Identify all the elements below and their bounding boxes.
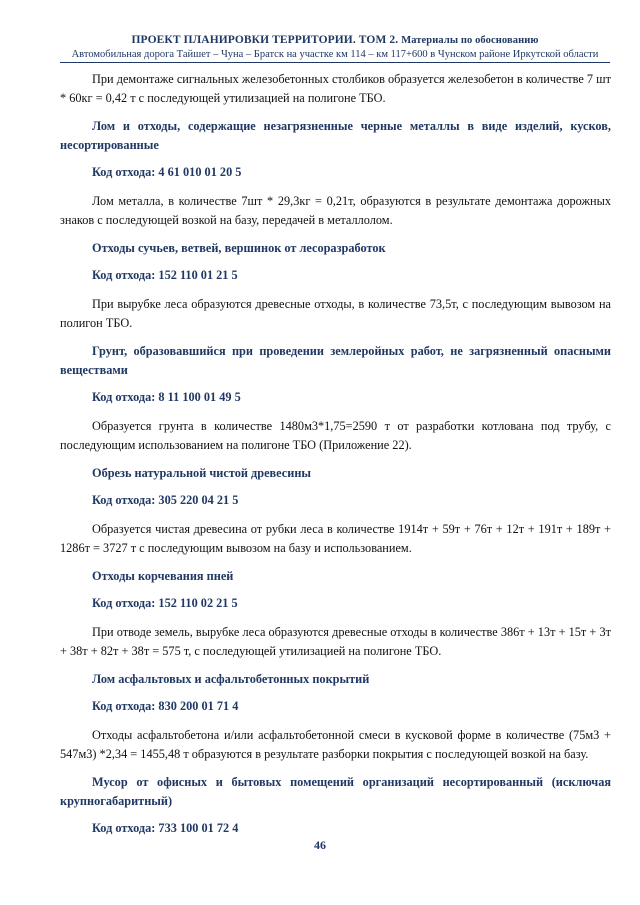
header-title: ПРОЕКТ ПЛАНИРОВКИ ТЕРРИТОРИИ. ТОМ 2. (131, 34, 399, 46)
body-paragraph: Образуется чистая древесина от рубки леса в количестве 1914т + 59т + 76т + 12т + 191т + 189т + 1286т = 3727 т с последующим вывозом на базу и использованием. (60, 522, 611, 555)
waste-title: Лом и отходы, содержащие незагрязненные черные металлы в виде изделий, кусков, несортированные (60, 119, 611, 152)
waste-title: Мусор от офисных и бытовых помещений организаций несортированный (исключая крупногабаритный) (60, 775, 611, 808)
waste-code: Код отхода: 4 61 010 01 20 5 (92, 165, 242, 179)
waste-title: Отходы корчевания пней (92, 569, 234, 583)
waste-code: Код отхода: 733 100 01 72 4 (92, 821, 239, 835)
waste-code: Код отхода: 305 220 04 21 5 (92, 493, 239, 507)
body-paragraph: Лом металла, в количестве 7шт * 29,3кг = 0,21т, образуются в результате демонтажа дорожных знаков с последующей возкой на базу, передачей в металлолом. (60, 194, 611, 227)
body-paragraph: Образуется грунта в количестве 1480м3*1,75=2590 т от разработки котлована под трубу, с последующим использованием на полигоне ТБО (Приложение 22). (60, 419, 611, 452)
header-road: Автомобильная дорога Тайшет – Чуна – Братск на участке км 114 – км 117+600 в Чунском районе Иркутской области (60, 49, 610, 63)
header-subtitle: Материалы по обоснованию (401, 35, 539, 46)
body-paragraph: При вырубке леса образуются древесные отходы, в количестве 73,5т, с последующим вывозом на полигон ТБО. (60, 297, 611, 330)
body-paragraph: При отводе земель, вырубке леса образуются древесные отходы в количестве 386т + 13т + 15т + 3т + 38т + 82т + 38т = 575 т, с последующей утилизацией на полигоне ТБО. (60, 625, 611, 658)
waste-code: Код отхода: 830 200 01 71 4 (92, 699, 239, 713)
waste-code: Код отхода: 152 110 02 21 5 (92, 596, 238, 610)
body-paragraph: Отходы асфальтобетона и/или асфальтобетонной смеси в кусковой форме в количестве (75м3 + 547м3) *2,34 = 1455,48 т образуются в результате разборки покрытия с последующей возкой на базу. (60, 728, 611, 761)
body-paragraph: При демонтаже сигнальных железобетонных столбиков образуется железобетон в количестве 7 шт * 60кг = 0,42 т с последующей утилизацией на полигоне ТБО. (60, 72, 611, 105)
page-header (60, 34, 610, 63)
waste-title: Грунт, образовавшийся при проведении землеройных работ, не загрязненный опасными веществами (60, 344, 611, 377)
waste-title: Лом асфальтовых и асфальтобетонных покрытий (92, 672, 370, 686)
waste-title: Обрезь натуральной чистой древесины (92, 466, 312, 480)
document-body (60, 70, 611, 848)
waste-code: Код отхода: 8 11 100 01 49 5 (92, 390, 241, 404)
page-number: 46 (314, 838, 326, 852)
waste-title: Отходы сучьев, ветвей, вершинок от лесоразработок (92, 241, 386, 255)
waste-code: Код отхода: 152 110 01 21 5 (92, 268, 238, 282)
header-title-line (60, 34, 610, 46)
